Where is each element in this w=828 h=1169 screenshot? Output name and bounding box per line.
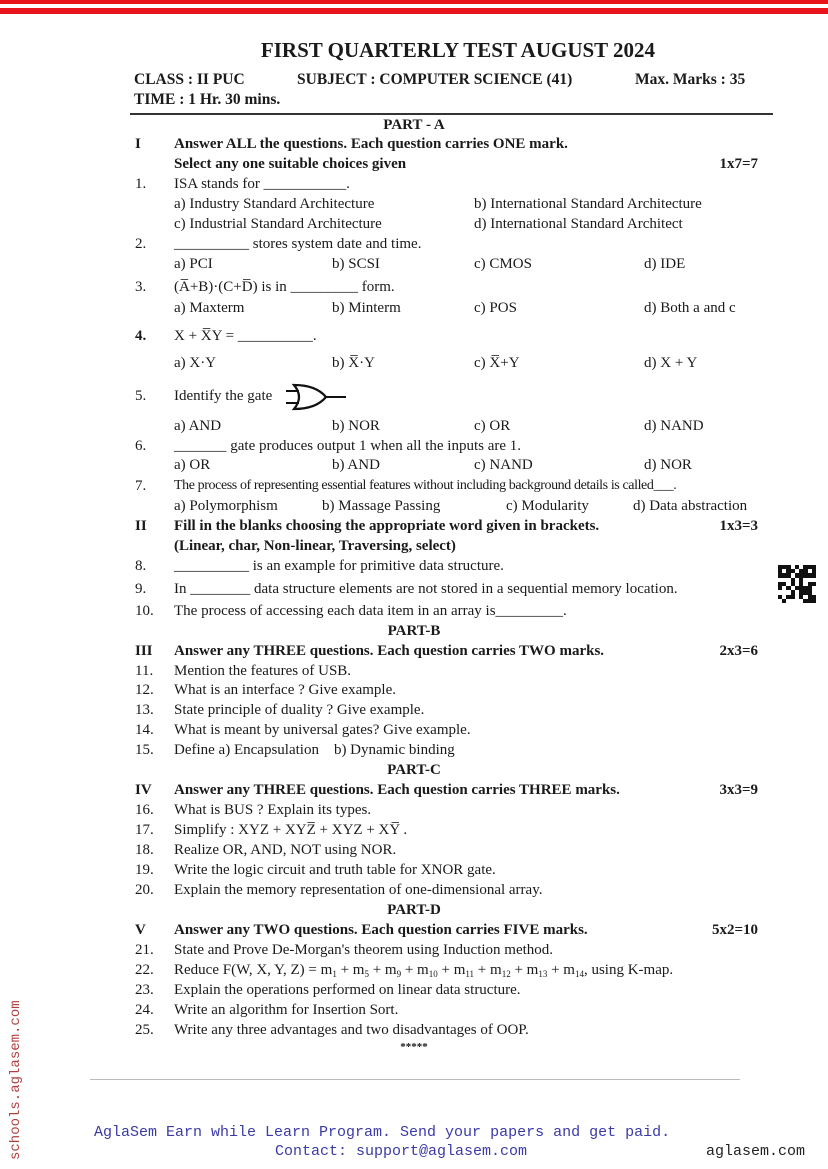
or-gate-icon (286, 382, 348, 412)
option: d) NOR (644, 457, 692, 473)
question-text: __________ is an example for primitive data structure. (174, 558, 504, 574)
question-number: 3. (135, 279, 147, 295)
question-text: State principle of duality ? Give example. (174, 702, 425, 718)
section-instruction: Answer ALL the questions. Each question carries ONE mark. (174, 136, 568, 152)
question-number: 15. (135, 742, 154, 758)
subject-label: SUBJECT : COMPUTER SCIENCE (41) (297, 71, 573, 88)
minterm-index: 11 (465, 969, 475, 979)
minterm: + $m_5$ (336, 962, 369, 979)
footer-contact: Contact: support@aglasem.com (275, 1143, 528, 1160)
question-number: 13. (135, 702, 154, 718)
question-number: 19. (135, 862, 154, 878)
question-number: 6. (135, 438, 147, 454)
option: c) CMOS (474, 256, 532, 272)
option: a) Polymorphism (174, 498, 278, 514)
question-text: Write an algorithm for Insertion Sort. (174, 1002, 399, 1018)
section-number: I (135, 136, 141, 152)
question-text: _______ gate produces output 1 when all the inputs are 1. (174, 438, 522, 454)
minterm: + $m_{10}$ (401, 962, 438, 979)
question-text: Mention the features of USB. (174, 663, 352, 679)
question-number: 7. (135, 478, 147, 494)
section-number: V (135, 922, 146, 938)
end-marker: ***** (400, 1041, 428, 1053)
question-number: 22. (135, 962, 154, 978)
question-number: 11. (135, 663, 154, 679)
question-number: 9. (135, 581, 147, 597)
question-text: Define a) Encapsulation b) Dynamic binding (174, 742, 455, 758)
section-number: IV (135, 782, 152, 798)
option: d) X + Y (644, 355, 698, 371)
minterm: + $m_{11}$ (437, 962, 475, 979)
minterm-list (321, 962, 584, 978)
option: d) NAND (644, 418, 704, 434)
option: d) IDE (644, 256, 686, 272)
question-text: Simplify : XYZ + XYZ̅ + XYZ + XY̅ . (174, 822, 408, 838)
section-number: II (135, 518, 147, 534)
question-number: 5. (135, 388, 147, 404)
minterm-index: 10 (428, 969, 438, 979)
question-number: 14. (135, 722, 154, 738)
option: a) OR (174, 457, 211, 473)
option: b) AND (332, 457, 380, 473)
question-text: (A̅+B)·(C+D̅) is in _________ form. (174, 279, 395, 295)
option: a) Maxterm (174, 300, 245, 316)
question-text: Write the logic circuit and truth table for XNOR gate. (174, 862, 496, 878)
option: b) X̅·Y (332, 355, 375, 371)
minterm-index: 14 (574, 969, 584, 979)
option: a) Industry Standard Architecture (174, 196, 375, 212)
minterm-index: 12 (501, 969, 511, 979)
section-instruction: Answer any THREE questions. Each question carries THREE marks. (174, 782, 620, 798)
question-number: 25. (135, 1022, 154, 1038)
question-text: In ________ data structure elements are not stored in a sequential memory location. (174, 581, 678, 597)
top-red-bar (0, 0, 828, 4)
question-number: 18. (135, 842, 154, 858)
question-number: 20. (135, 882, 154, 898)
section-marks: 3x3=9 (719, 782, 758, 798)
question-number: 21. (135, 942, 154, 958)
footer-promo: AglaSem Earn while Learn Program. Send your papers and get paid. (94, 1124, 671, 1141)
part-b-heading: PART-B (387, 623, 441, 639)
minterm: + $m_{12}$ (474, 962, 511, 979)
question-number: 4. (135, 328, 147, 344)
option: a) PCI (174, 256, 213, 272)
question-number: 24. (135, 1002, 154, 1018)
question-text: The process of accessing each data item in an array is_________. (174, 603, 567, 619)
question-number: 23. (135, 982, 154, 998)
minterm-index: 9 (396, 969, 402, 979)
class-label: CLASS : II PUC (134, 71, 245, 88)
minterm-index: 13 (538, 969, 548, 979)
part-c-heading: PART-C (387, 762, 441, 778)
question-text: State and Prove De-Morgan's theorem using Induction method. (174, 942, 554, 958)
minterm: + $m_{14}$ (547, 962, 584, 979)
question-text: X + X̅Y = __________. (174, 328, 317, 344)
minterm: + $m_9$ (368, 962, 402, 979)
option: b) International Standard Architecture (474, 196, 702, 212)
exam-title: FIRST QUARTERLY TEST AUGUST 2024 (260, 38, 656, 62)
option: c) X̅+Y (474, 355, 520, 371)
question-text: __________ stores system date and time. (174, 236, 422, 252)
top-red-bar (0, 8, 828, 14)
option: c) OR (474, 418, 511, 434)
question-number: 17. (135, 822, 154, 838)
question-number: 12. (135, 682, 154, 698)
option: b) NOR (332, 418, 380, 434)
section-instruction: Answer any THREE questions. Each question carries TWO marks. (174, 643, 605, 659)
footer-divider (90, 1079, 740, 1080)
option: c) Industrial Standard Architecture (174, 216, 382, 232)
option: c) NAND (474, 457, 533, 473)
question-number: 8. (135, 558, 147, 574)
question-number: 1. (135, 176, 147, 192)
word-choices: (Linear, char, Non-linear, Traversing, select) (174, 538, 456, 554)
question-text: The process of representing essential features without including background details is called___. (174, 478, 677, 493)
time-label: TIME : 1 Hr. 30 mins. (134, 91, 281, 108)
part-d-heading: PART-D (387, 902, 441, 918)
question-number: 2. (135, 236, 147, 252)
option: a) X·Y (174, 355, 217, 371)
option: c) Modularity (506, 498, 589, 514)
question-text: Identify the gate (174, 388, 273, 404)
minterm: $m_1$ (320, 962, 337, 979)
minterm: + $m_{13}$ (510, 962, 548, 979)
qr-code-icon (778, 565, 816, 603)
option: d) Data abstraction (633, 498, 748, 514)
section-marks: 1x7=7 (719, 156, 758, 172)
option: b) Massage Passing (322, 498, 441, 514)
equation-prefix: Reduce F(W, X, Y, Z) = (174, 962, 321, 978)
question-text: ISA stands for ___________. (174, 176, 350, 192)
option: a) AND (174, 418, 222, 434)
minterm-index: 1 (332, 969, 337, 979)
question-text: What is an interface ? Give example. (174, 682, 396, 698)
question-text: Explain the operations performed on linear data structure. (174, 982, 521, 998)
question-text: Realize OR, AND, NOT using NOR. (174, 842, 397, 858)
part-a-heading: PART - A (383, 117, 445, 133)
option: c) POS (474, 300, 517, 316)
option: b) SCSI (332, 256, 380, 272)
max-marks: Max. Marks : 35 (635, 71, 746, 88)
section-marks: 5x2=10 (711, 922, 758, 938)
question-text: Write any three advantages and two disadvantages of OOP. (174, 1022, 529, 1038)
section-number: III (135, 643, 153, 659)
question-number: 10. (135, 603, 154, 619)
question-text: What is BUS ? Explain its types. (174, 802, 372, 818)
section-marks: 2x3=6 (719, 643, 758, 659)
section-marks: 1x3=3 (719, 518, 758, 534)
minterm-index: 5 (364, 969, 369, 979)
section-instruction: Fill in the blanks choosing the appropriate word given in brackets. (174, 518, 600, 534)
option: d) International Standard Architect (474, 216, 683, 232)
section-instruction: Answer any TWO questions. Each question carries FIVE marks. (174, 922, 588, 938)
footer-site-link[interactable]: aglasem.com (706, 1143, 806, 1160)
question-number: 16. (135, 802, 154, 818)
question-text: What is meant by universal gates? Give example. (174, 722, 471, 738)
option: d) Both a and c (644, 300, 736, 316)
equation-suffix: , using K-map. (583, 962, 674, 978)
question-text: Explain the memory representation of one-dimensional array. (174, 882, 543, 898)
side-watermark: schools.aglasem.com (8, 1000, 24, 1160)
option: b) Minterm (332, 300, 401, 316)
section-instruction: Select any one suitable choices given (174, 156, 407, 172)
